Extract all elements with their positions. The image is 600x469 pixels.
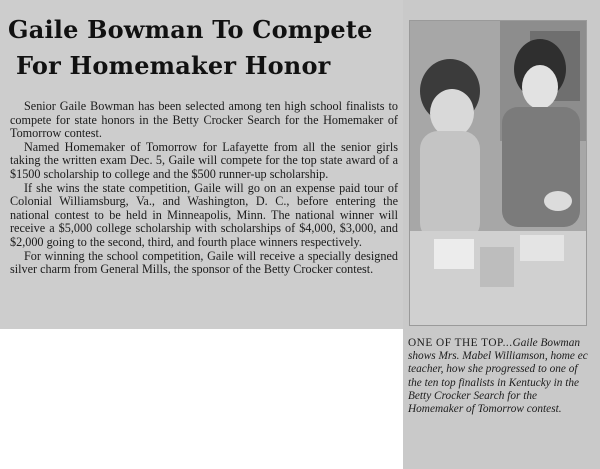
article-clipping xyxy=(0,0,403,329)
news-photo xyxy=(409,20,587,326)
photo-caption xyxy=(408,337,590,416)
headline-line-2: For Homemaker Honor xyxy=(16,51,331,80)
article-body xyxy=(10,100,398,277)
photo-illustration xyxy=(410,21,586,325)
paragraph-1: Senior Gaile Bowman has been selected among ten high school finalists to compete for state honors in the Betty Crocker Search for the Homemaker of Tomorrow contest. xyxy=(10,99,398,141)
caption-lead: ONE OF THE TOP... xyxy=(408,337,513,349)
paragraph-3: If she wins the state competition, Gaile will go on an expense paid tour of Colonial Williamsburg, Va., and Washington, D. C., before entering the national contest to be held in Minneapolis, Minn. The national winner will receive a $5,000 college scholarship with scholarships of $4,000, $3,000, and $2,000 going to the second, third, and fourth place winners respectively. xyxy=(10,180,398,249)
paragraph-2: Named Homemaker of Tomorrow for Lafayette from all the senior girls taking the written exam Dec. 5, Gaile will compete for the top state award of a $1500 scholarship to college and the $500 runner-up scholarship. xyxy=(10,139,398,181)
paragraph-4: For winning the school competition, Gaile will receive a specially designed silver charm from General Mills, the sponsor of the Betty Crocker contest. xyxy=(10,248,398,277)
caption-text: Gaile Bowman shows Mrs. Mabel Williamson, home ec teacher, how she progressed to one of the ten top finalists in Kentucky in the Betty Crocker Search for the Homemaker of Tomorrow contest. xyxy=(408,337,588,416)
headline-line-1: Gaile Bowman To Compete xyxy=(8,15,373,44)
headline xyxy=(8,12,400,84)
